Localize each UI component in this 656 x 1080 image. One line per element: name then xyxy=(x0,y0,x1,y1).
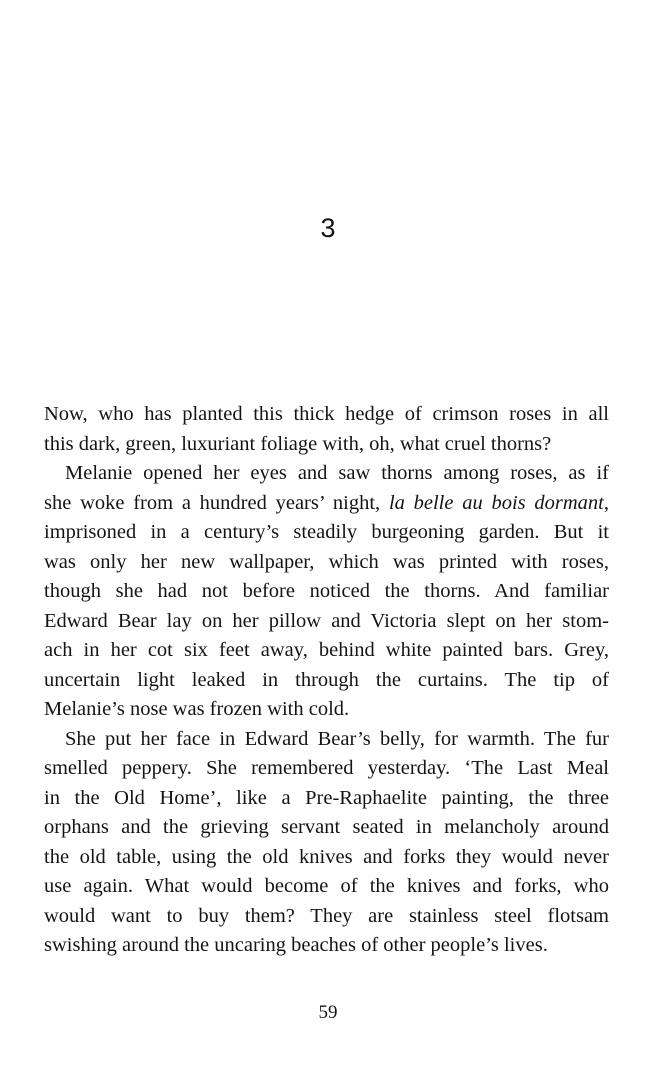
text-line: smelled peppery. She remembered yesterday. ‘The Last Meal xyxy=(44,757,609,779)
paragraph xyxy=(44,400,609,459)
text-line: the old table, using the old knives and forks they would never xyxy=(44,845,609,868)
text-line: Edward Bear lay on her pillow and Victoria slept on her stom- xyxy=(44,609,609,632)
paragraph xyxy=(44,459,609,725)
text-line: orphans and the grieving servant seated in melancholy around xyxy=(44,816,609,838)
text-line: use again. What would become of the knives and forks, who xyxy=(44,875,609,897)
text-line: in the Old Home’, like a Pre-Raphaelite painting, the three xyxy=(44,786,609,809)
text-line: uncertain light leaked in through the curtains. The tip of xyxy=(44,668,609,691)
chapter-body xyxy=(44,400,609,961)
paragraph xyxy=(44,725,609,961)
text-line: she woke from a hundred years’ night, la belle au bois dormant, xyxy=(44,491,609,514)
text-line: imprisoned in a century’s steadily burgeoning garden. But it xyxy=(44,521,609,543)
text-line: this dark, green, luxuriant foliage with, oh, what cruel thorns? xyxy=(44,432,552,455)
text-line: was only her new wallpaper, which was printed with roses, xyxy=(44,550,609,573)
text-line: would want to buy them? They are stainless steel flotsam xyxy=(44,904,609,927)
text-line: Now, who has planted this thick hedge of crimson roses in all xyxy=(44,403,609,425)
text-line: Melanie’s nose was frozen with cold. xyxy=(44,698,350,720)
text-line: though she had not before noticed the thorns. And familiar xyxy=(44,580,609,602)
text-line: She put her face in Edward Bear’s belly, for warmth. The fur xyxy=(65,727,609,750)
text-line: Melanie opened her eyes and saw thorns among roses, as if xyxy=(65,462,609,484)
text-line: ach in her cot six feet away, behind white painted bars. Grey, xyxy=(44,639,609,661)
italic-phrase: la belle au bois dormant xyxy=(388,491,604,514)
page-number: 59 xyxy=(318,1002,338,1023)
text-line: swishing around the uncaring beaches of other people’s lives. xyxy=(44,934,548,956)
chapter-number: 3 xyxy=(320,213,336,243)
